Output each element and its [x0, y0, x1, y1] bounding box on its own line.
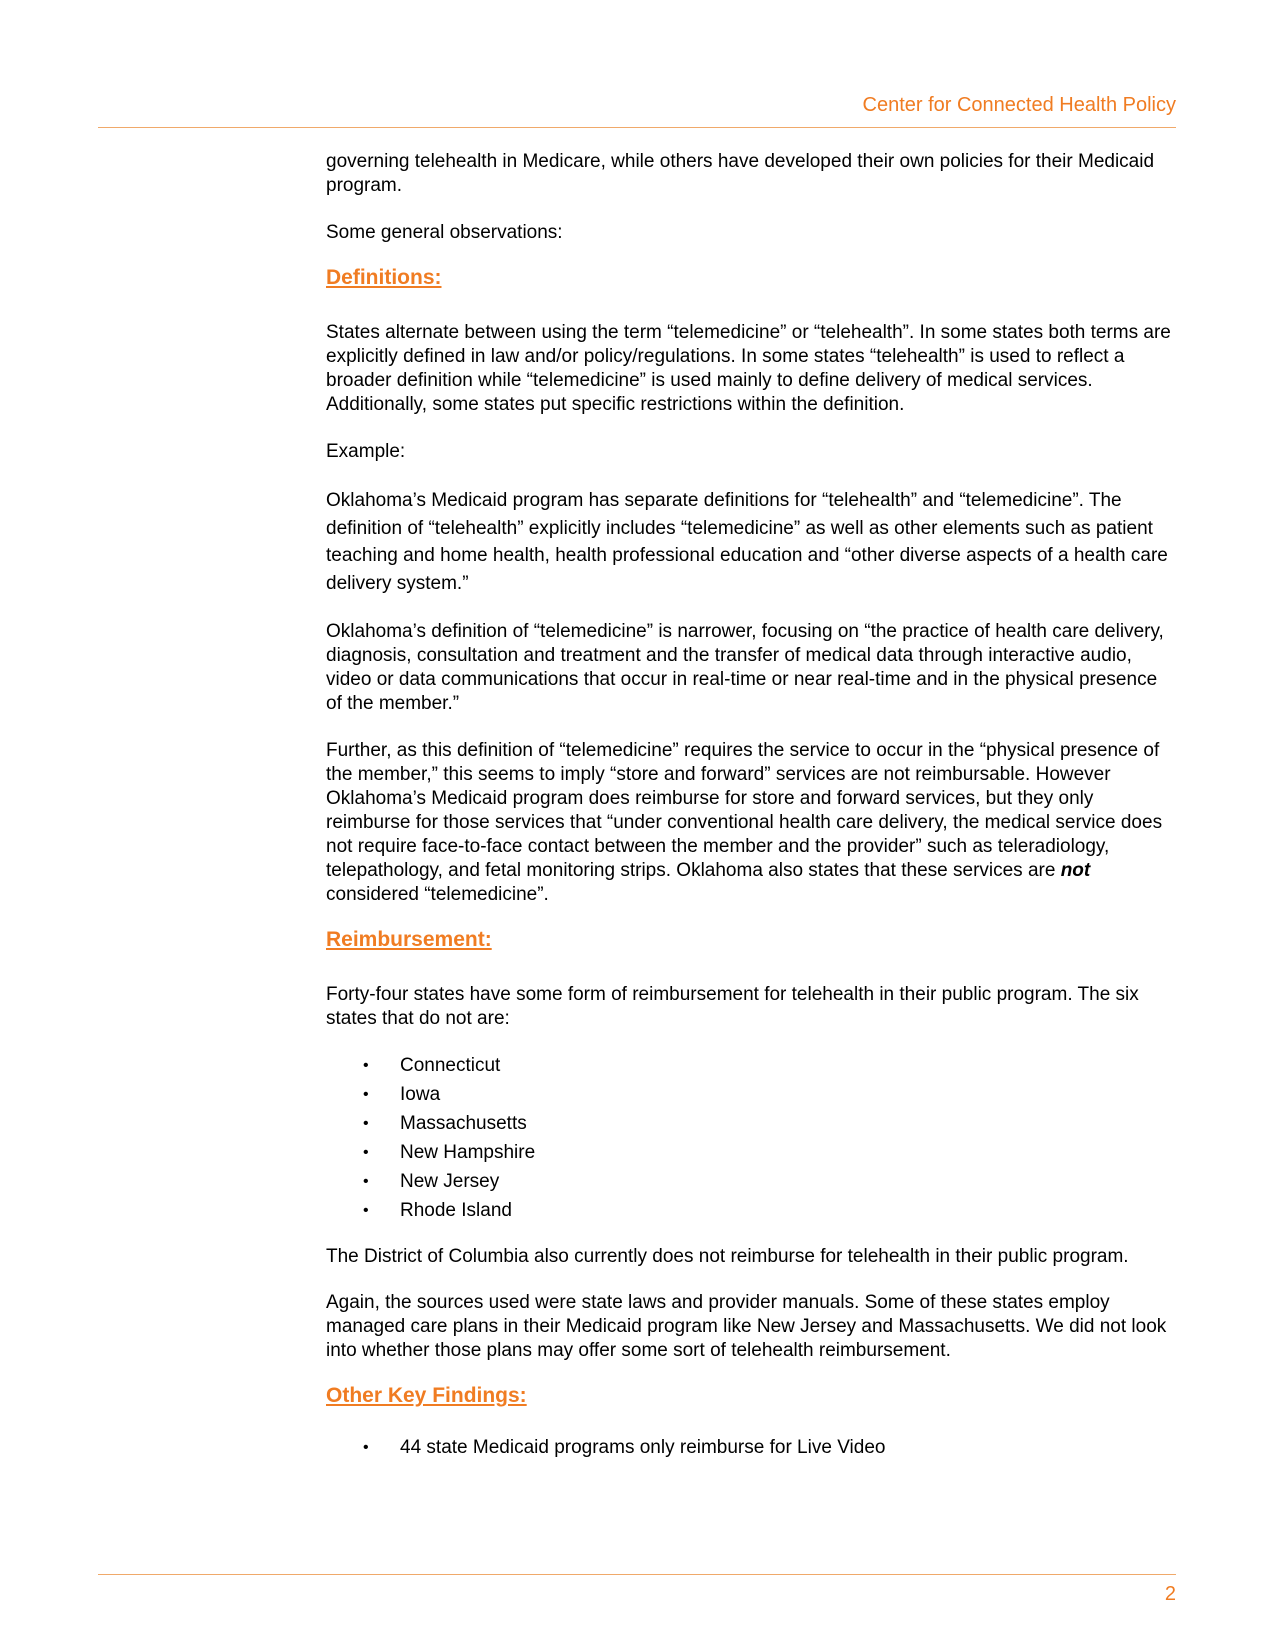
list-item — [326, 1109, 1176, 1138]
reimbursement-paragraph-2: The District of Columbia also currently does not reimburse for telehealth in their public program. — [326, 1246, 1129, 1267]
bullet-icon: • — [363, 1115, 369, 1132]
list-item-label: Iowa — [400, 1084, 441, 1105]
list-item-label: Massachusetts — [400, 1113, 527, 1134]
bullet-icon: • — [363, 1057, 369, 1074]
list-item — [326, 1051, 1176, 1080]
findings-list — [326, 1433, 1176, 1462]
list-item — [326, 1196, 1176, 1225]
bullet-icon: • — [363, 1173, 369, 1190]
non-reimbursing-states-list — [326, 1051, 1176, 1225]
bullet-icon: • — [363, 1202, 369, 1219]
definitions-paragraph-3: Oklahoma’s definition of “telemedicine” is narrower, focusing on “the practice of health care delivery, diagnosis, consultation and treatment and the transfer of medical data through interactive audio, video or data communications that occur in real-time or near real-time and in the physical presence of the member.” — [326, 621, 1164, 714]
definitions-heading: Definitions: — [326, 266, 442, 289]
list-item — [326, 1080, 1176, 1109]
definitions-paragraph-1: States alternate between using the term “telemedicine” or “telehealth”. In some states both terms are explicitly defined in law and/or policy/regulations. In some states “telehealth” is used to reflect a broader definition while “telemedicine” is used mainly to define delivery of medical services. Additionally, some states put specific restrictions within the definition. — [326, 322, 1171, 415]
paragraph-4-lead: Further, as this definition of “telemedicine” requires the service to occur in the “physical presence of the member,” this seems to imply “store and forward” services are not reimbursable. However Oklahoma’s Medicaid program does reimburse for store and forward services, but they only reimburse for those services that “under conventional health care delivery, the medical service does not require face-to-face contact between the member and the provider” such as teleradiology, telepathology, and fetal monitoring strips. Oklahoma also states that these services are — [326, 740, 1163, 881]
paragraph-4-tail: considered “telemedicine”. — [326, 884, 549, 905]
reimbursement-heading: Reimbursement: — [326, 928, 492, 951]
page-number: 2 — [1164, 1583, 1176, 1605]
list-item-label: 44 state Medicaid programs only reimburse for Live Video — [400, 1437, 886, 1458]
observations-text: Some general observations: — [326, 222, 563, 243]
example-label: Example: — [326, 441, 406, 462]
emphasis-not: not — [1060, 860, 1091, 881]
bullet-icon: • — [363, 1086, 369, 1103]
footer-divider — [98, 1574, 1176, 1575]
definitions-paragraph-4 — [326, 739, 1176, 907]
intro-continuation: governing telehealth in Medicare, while others have developed their own policies for their Medicaid program. — [326, 151, 1155, 196]
list-item-label: New Jersey — [400, 1171, 500, 1192]
list-item — [326, 1433, 1176, 1462]
reimbursement-paragraph-1: Forty-four states have some form of reimbursement for telehealth in their public program. The six states that do not are: — [326, 984, 1139, 1029]
list-item-label: Connecticut — [400, 1055, 501, 1076]
reimbursement-paragraph-3: Again, the sources used were state laws and provider manuals. Some of these states employ managed care plans in their Medicaid program like New Jersey and Massachusetts. We did not look into whether those plans may offer some sort of telehealth reimbursement. — [326, 1292, 1167, 1361]
list-item — [326, 1167, 1176, 1196]
list-item-label: Rhode Island — [400, 1200, 512, 1221]
other-findings-heading: Other Key Findings: — [326, 1384, 527, 1407]
header-divider — [98, 127, 1176, 128]
list-item — [326, 1138, 1176, 1167]
header-title: Center for Connected Health Policy — [862, 94, 1176, 116]
bullet-icon: • — [363, 1439, 369, 1456]
list-item-label: New Hampshire — [400, 1142, 536, 1163]
definitions-paragraph-2: Oklahoma’s Medicaid program has separate definitions for “telehealth” and “telemedicine”. The definition of “telehealth” explicitly includes “telemedicine” as well as other elements such as patient teaching and home health, health professional education and “other diverse aspects of a health care delivery system.” — [326, 490, 1168, 594]
page-body — [326, 150, 1176, 1462]
bullet-icon: • — [363, 1144, 369, 1161]
